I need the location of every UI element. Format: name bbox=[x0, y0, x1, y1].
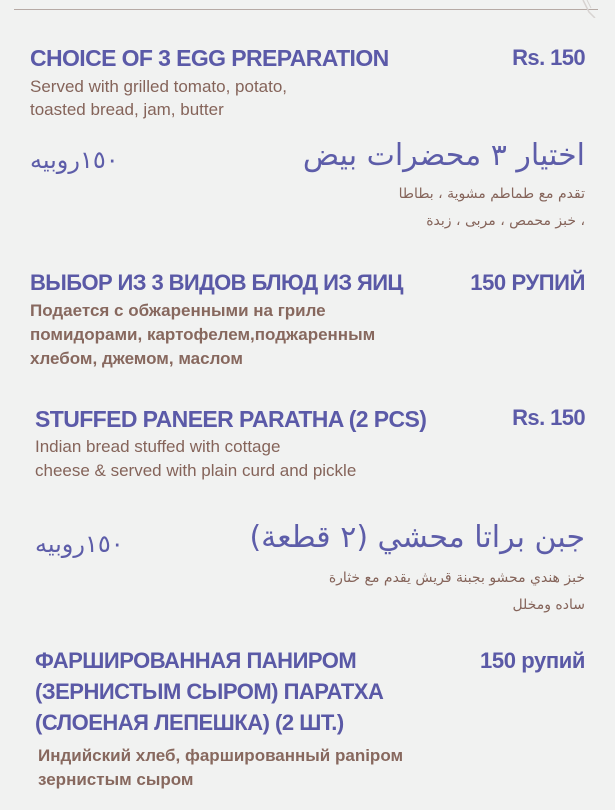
item-price: ١٥٠روبيه bbox=[30, 146, 119, 174]
item-title: (ЗЕРНИСТЫМ СЫРОМ) ПАРАТХА bbox=[35, 679, 384, 704]
item-title: CHOICE OF 3 EGG PREPARATION bbox=[30, 45, 389, 71]
item-price: Rs. 150 bbox=[512, 45, 585, 70]
item-description-line: ساده ومخلل bbox=[512, 597, 585, 613]
item-title: (СЛОЕНАЯ ЛЕПЕШКА) (2 ШТ.) bbox=[35, 710, 344, 735]
menu-item-paneer-en bbox=[35, 404, 585, 484]
menu-item-egg-ar bbox=[30, 136, 585, 241]
item-title: ФАРШИРОВАННАЯ ПАНИРОМ bbox=[35, 648, 357, 673]
item-description-line: помидорами, картофелем,поджаренным bbox=[30, 325, 376, 344]
item-title: اختيار ٣ محضرات بيض bbox=[302, 138, 585, 173]
item-title: جبن براتا محشي (٢ قطعة) bbox=[249, 520, 585, 555]
decorative-leaf-icon bbox=[579, 0, 597, 18]
item-price: Rs. 150 bbox=[512, 405, 585, 430]
item-description-line: ، خبز محمص ، مربى ، زبدة bbox=[426, 213, 585, 229]
item-price: 150 РУПИЙ bbox=[470, 270, 585, 295]
item-title: STUFFED PANEER PARATHA (2 PCS) bbox=[35, 406, 427, 432]
menu-item-egg-en bbox=[30, 44, 585, 124]
menu-item-egg-ru bbox=[30, 268, 585, 373]
item-description-line: хлебом, джемом, маслом bbox=[30, 349, 243, 368]
item-description-line: cheese & served with plain curd and pickle bbox=[35, 461, 357, 480]
item-price: ١٥٠روبيه bbox=[35, 530, 124, 558]
item-description-line: Подается с обжаренными на гриле bbox=[30, 301, 326, 320]
item-description-line: Индийский хлеб, фаршированный paniром bbox=[38, 746, 404, 765]
item-description-line: خبز هندي محشو بجبنة قريش يقدم مع خثارة bbox=[328, 570, 585, 586]
item-description-line: зернистым сыром bbox=[38, 770, 194, 789]
item-description-line: Indian bread stuffed with cottage bbox=[35, 437, 281, 456]
item-title: ВЫБОР ИЗ 3 ВИДОВ БЛЮД ИЗ ЯИЦ bbox=[30, 270, 403, 295]
menu-item-paneer-ru bbox=[35, 646, 585, 796]
item-price: 150 рупий bbox=[480, 648, 585, 673]
item-description-line: تقدم مع طماطم مشوية ، بطاطا bbox=[398, 186, 585, 202]
item-description-line: toasted bread, jam, butter bbox=[30, 100, 224, 119]
menu-item-paneer-ar bbox=[35, 518, 585, 618]
top-divider bbox=[14, 9, 598, 10]
item-description-line: Served with grilled tomato, potato, bbox=[30, 77, 288, 96]
